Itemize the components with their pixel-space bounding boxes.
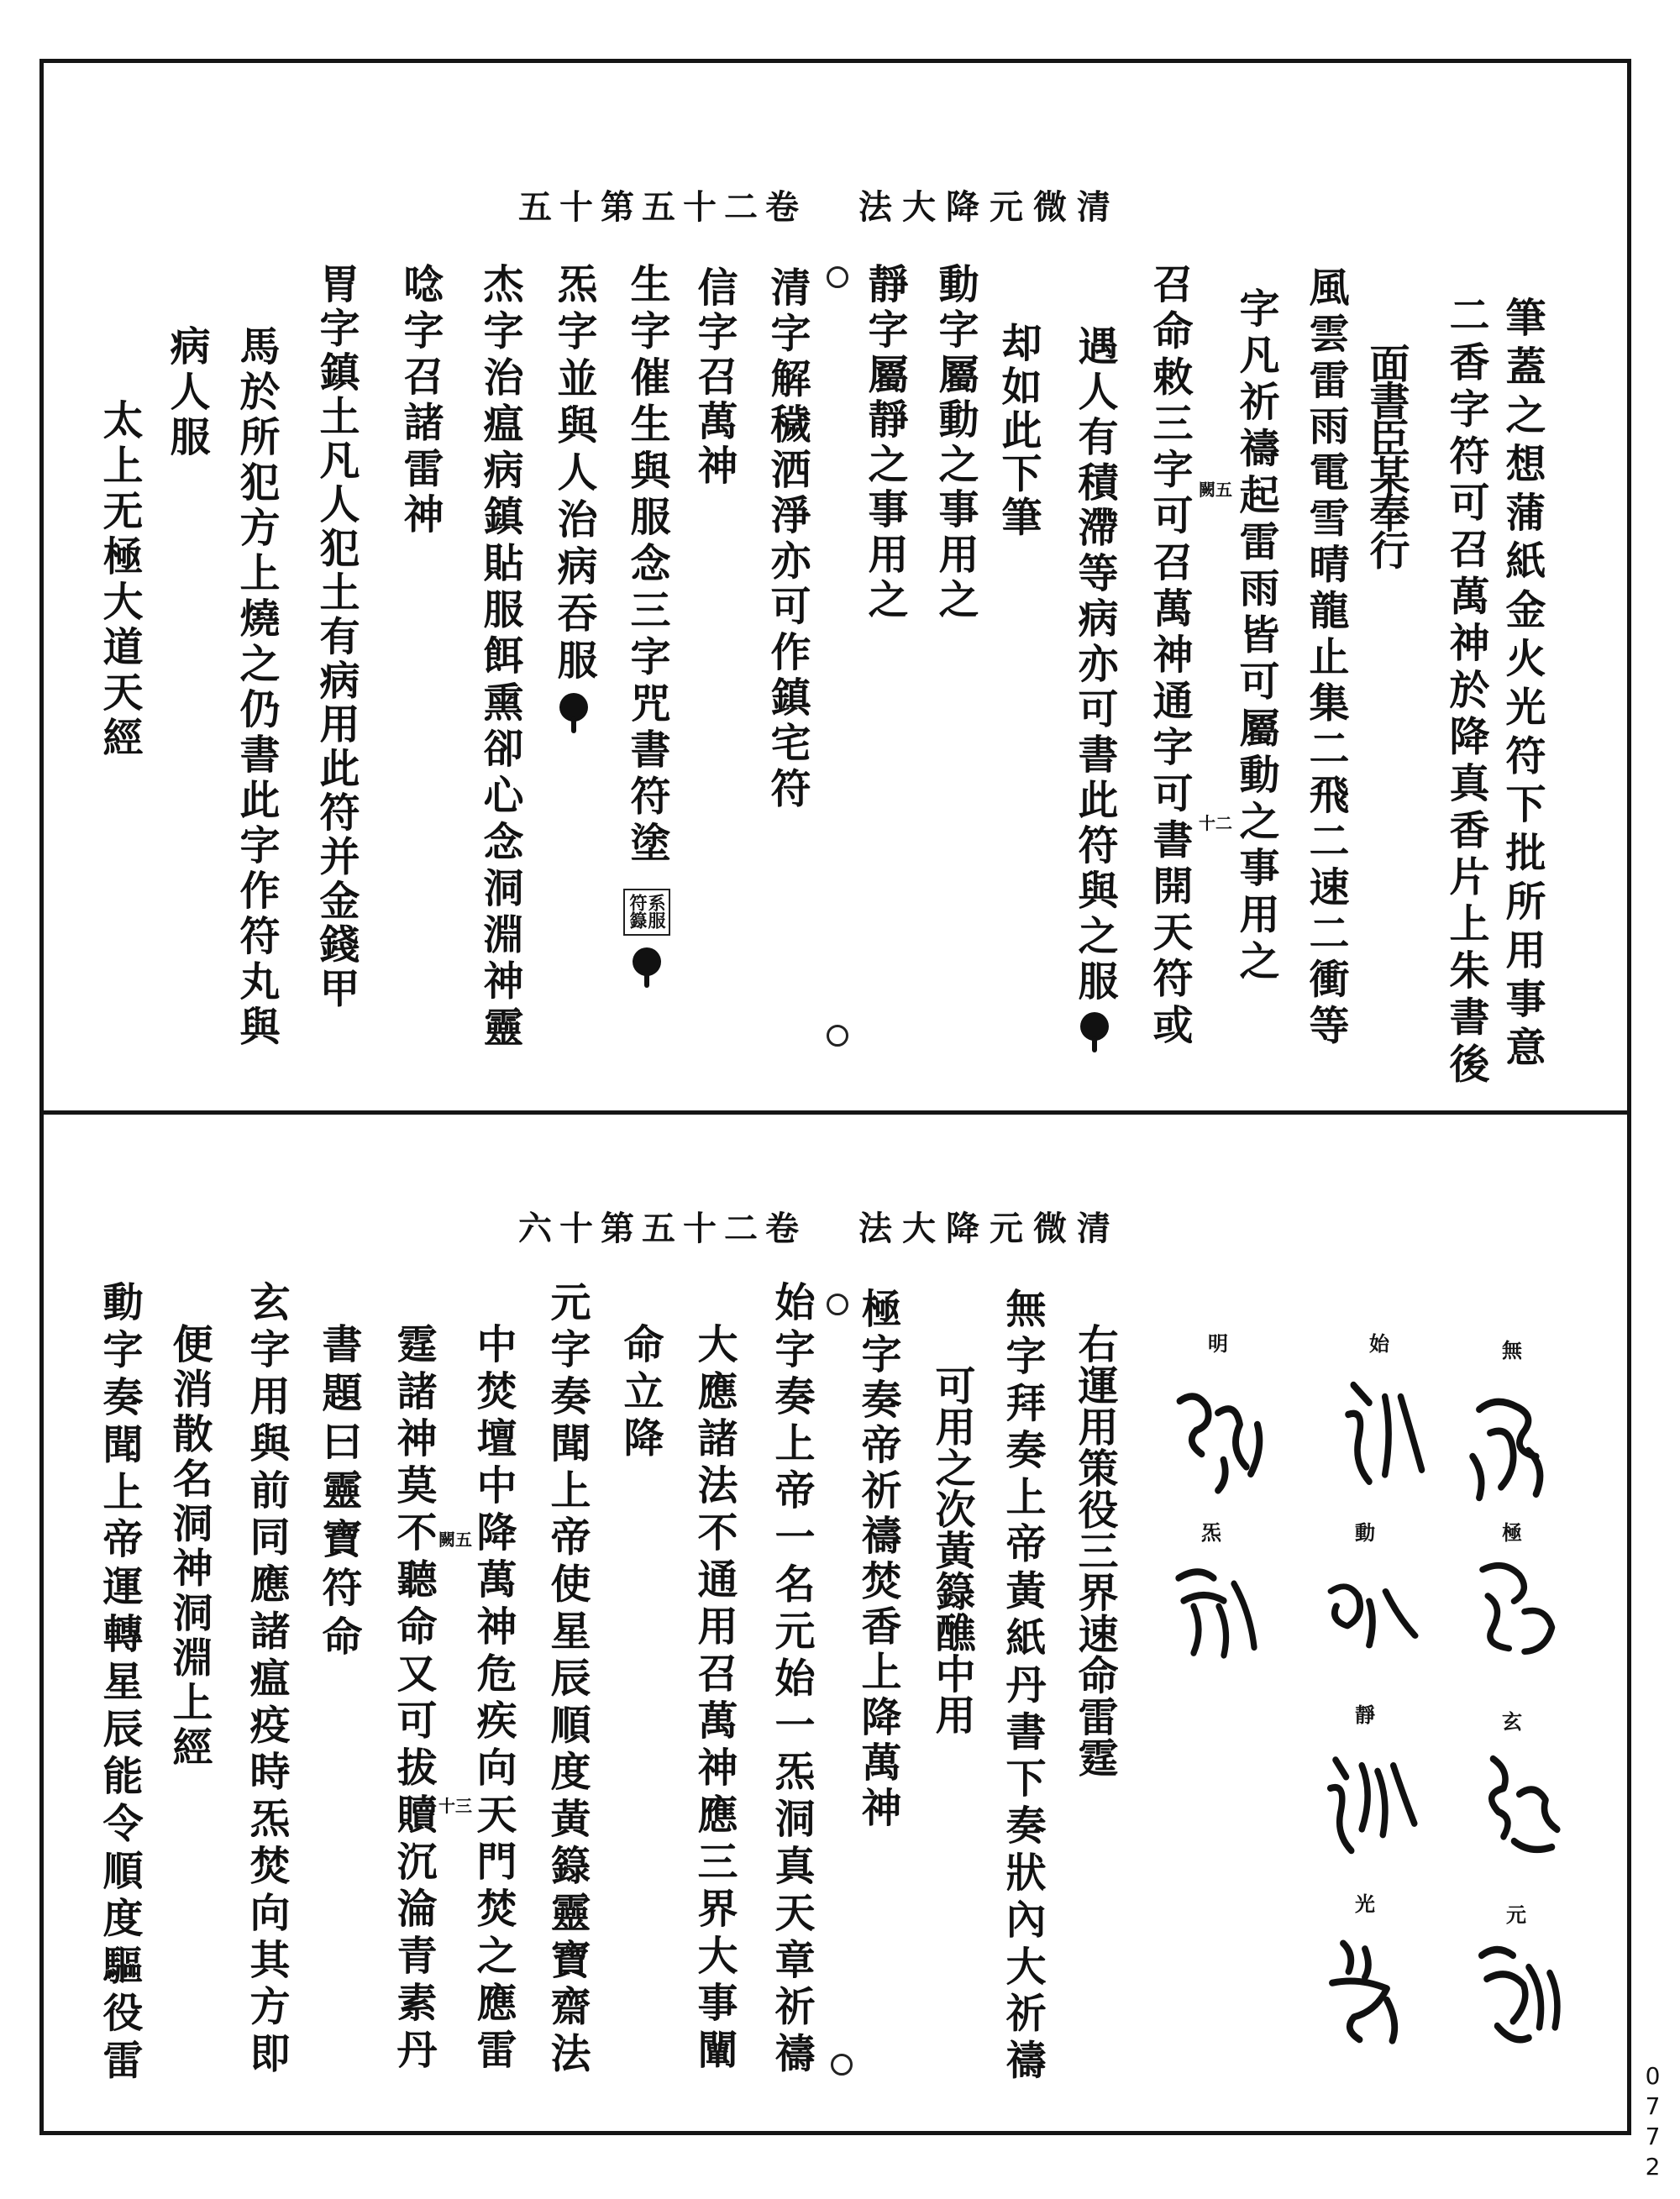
talisman-label: 始 (1369, 1331, 1389, 1356)
boxed-note: 系服符籙 (623, 889, 670, 936)
page-number: 0772 (1639, 2062, 1667, 2183)
margin-note: 闕五 (438, 1530, 472, 1550)
text-column: 杰字治瘟病鎮貼服餌熏卻心念洞淵神靈 (476, 263, 523, 1053)
circle-mark-icon (827, 1025, 848, 1047)
text-column: 右運用策役三界速命雷霆 (1071, 1323, 1118, 1779)
text-column: 玄字用與前同應諸瘟疫時炁焚向其方即 (243, 1281, 290, 2080)
margin-note: 十三 (438, 1796, 472, 1816)
text-column: 可用之次黃籙醮中用 (928, 1365, 975, 1735)
black-dot-mark-icon (633, 947, 661, 976)
text-column: 遇人有積滯等病亦可書此符與之服 (1071, 325, 1118, 1005)
text-column: 始字奏上帝一名元始一炁洞真天章祈禱 (768, 1281, 815, 2080)
text-column: 信字召萬神 (690, 266, 738, 489)
black-dot-mark-icon (1080, 1012, 1109, 1041)
talisman-label: 靜 (1355, 1703, 1375, 1727)
talisman-label: 極 (1502, 1520, 1522, 1545)
text-column: 召命敕三字可召萬神通字可書開天符或 (1146, 263, 1193, 1050)
text-column: 字凡祈禱起雷雨皆可屬動之事用之 (1232, 287, 1279, 987)
text-column: 病人服 (163, 325, 210, 461)
text-column: 却如此下筆 (995, 322, 1042, 539)
talisman-glyph-yuan (1466, 1932, 1571, 2049)
talisman-label: 明 (1208, 1331, 1228, 1356)
text-column: 霆諸神莫不聽命又可拔贖沉淪青素丹 (390, 1323, 437, 2076)
talisman-glyph-shi (1327, 1373, 1432, 1491)
text-column: 二香字符可召萬神於降真香片上朱書後 (1442, 294, 1489, 1089)
black-dot-mark-icon (559, 693, 588, 722)
talisman-label: 炁 (1201, 1520, 1221, 1545)
circle-mark-icon (831, 2054, 853, 2076)
text-column: 清字解穢洒淨亦可作鎮宅符 (764, 266, 811, 813)
text-column: 面書臣某奉行 (1362, 343, 1410, 567)
text-column: 靜字屬靜之事用之 (861, 263, 908, 623)
text-column: 風雲雷雨電雪晴龍止集二飛二速二衝等 (1302, 266, 1349, 1051)
talisman-label: 玄 (1502, 1709, 1522, 1734)
text-column: 書題曰靈寶符命 (315, 1323, 362, 1664)
text-column: 動字屬動之事用之 (932, 263, 979, 623)
bottom-header-section: 六十第五十二卷 (518, 1209, 806, 1248)
text-column: 筆蓋之想蒲紙金火光符下批所用事意 (1499, 297, 1546, 1075)
talisman-glyph-xuan (1462, 1747, 1567, 1865)
text-column: 極字奏帝祈禱焚香上降萬神 (854, 1288, 901, 1832)
panel-divider (39, 1110, 1631, 1115)
talisman-glyph-jing (1315, 1743, 1420, 1856)
text-column: 唸字召諸雷神 (396, 263, 444, 539)
talisman-glyph-dong (1315, 1562, 1424, 1659)
text-column: 大應諸法不通用召萬神應三界大事闡 (690, 1323, 738, 2076)
top-header-section: 五十第五十二卷 (518, 187, 806, 227)
text-column: 元字奏聞上帝使星辰順度黃籙靈寶齋法 (543, 1281, 591, 2080)
text-column: 動字奏聞上帝運轉星辰能令順度驅役雷 (96, 1281, 143, 2086)
talisman-label: 元 (1506, 1902, 1526, 1927)
text-column: 便消散名洞神洞淵上經 (165, 1323, 213, 1771)
margin-note: 十二 (1199, 813, 1232, 833)
text-column: 中焚壇中降萬神危疾向天門焚之應雷 (470, 1323, 517, 2076)
talisman-label: 動 (1355, 1520, 1375, 1545)
talisman-glyph-ming (1163, 1378, 1273, 1495)
top-header-title: 法大降元微清 (858, 187, 1121, 227)
talisman-glyph-qi (1163, 1550, 1264, 1663)
bottom-header-title: 法大降元微清 (858, 1209, 1121, 1248)
text-column: 炁字並與人治病吞服 (550, 263, 597, 686)
text-column: 生字催生與服念三字咒書符塗 (623, 263, 670, 869)
text-column: 無字拜奏上帝黃紙丹書下奏狀內大祈禱 (999, 1288, 1046, 2086)
talisman-glyph-guang (1310, 1932, 1420, 2045)
circle-mark-icon (827, 266, 848, 288)
talisman-glyph-ji (1462, 1554, 1567, 1659)
text-column: 命立降 (617, 1323, 664, 1463)
talisman-label: 光 (1355, 1892, 1375, 1916)
talisman-label: 無 (1502, 1338, 1522, 1362)
talisman-glyph-wu (1457, 1386, 1567, 1504)
circle-mark-icon (827, 1294, 848, 1315)
text-column: 馬於所犯方上燒之仍書此字作符丸與 (233, 325, 280, 1051)
text-column: 胃字鎮土凡人犯土有病用此符并金錢甲 (312, 263, 360, 1011)
margin-note: 闕五 (1199, 480, 1232, 500)
text-column: 太上无極大道天經 (96, 399, 143, 762)
